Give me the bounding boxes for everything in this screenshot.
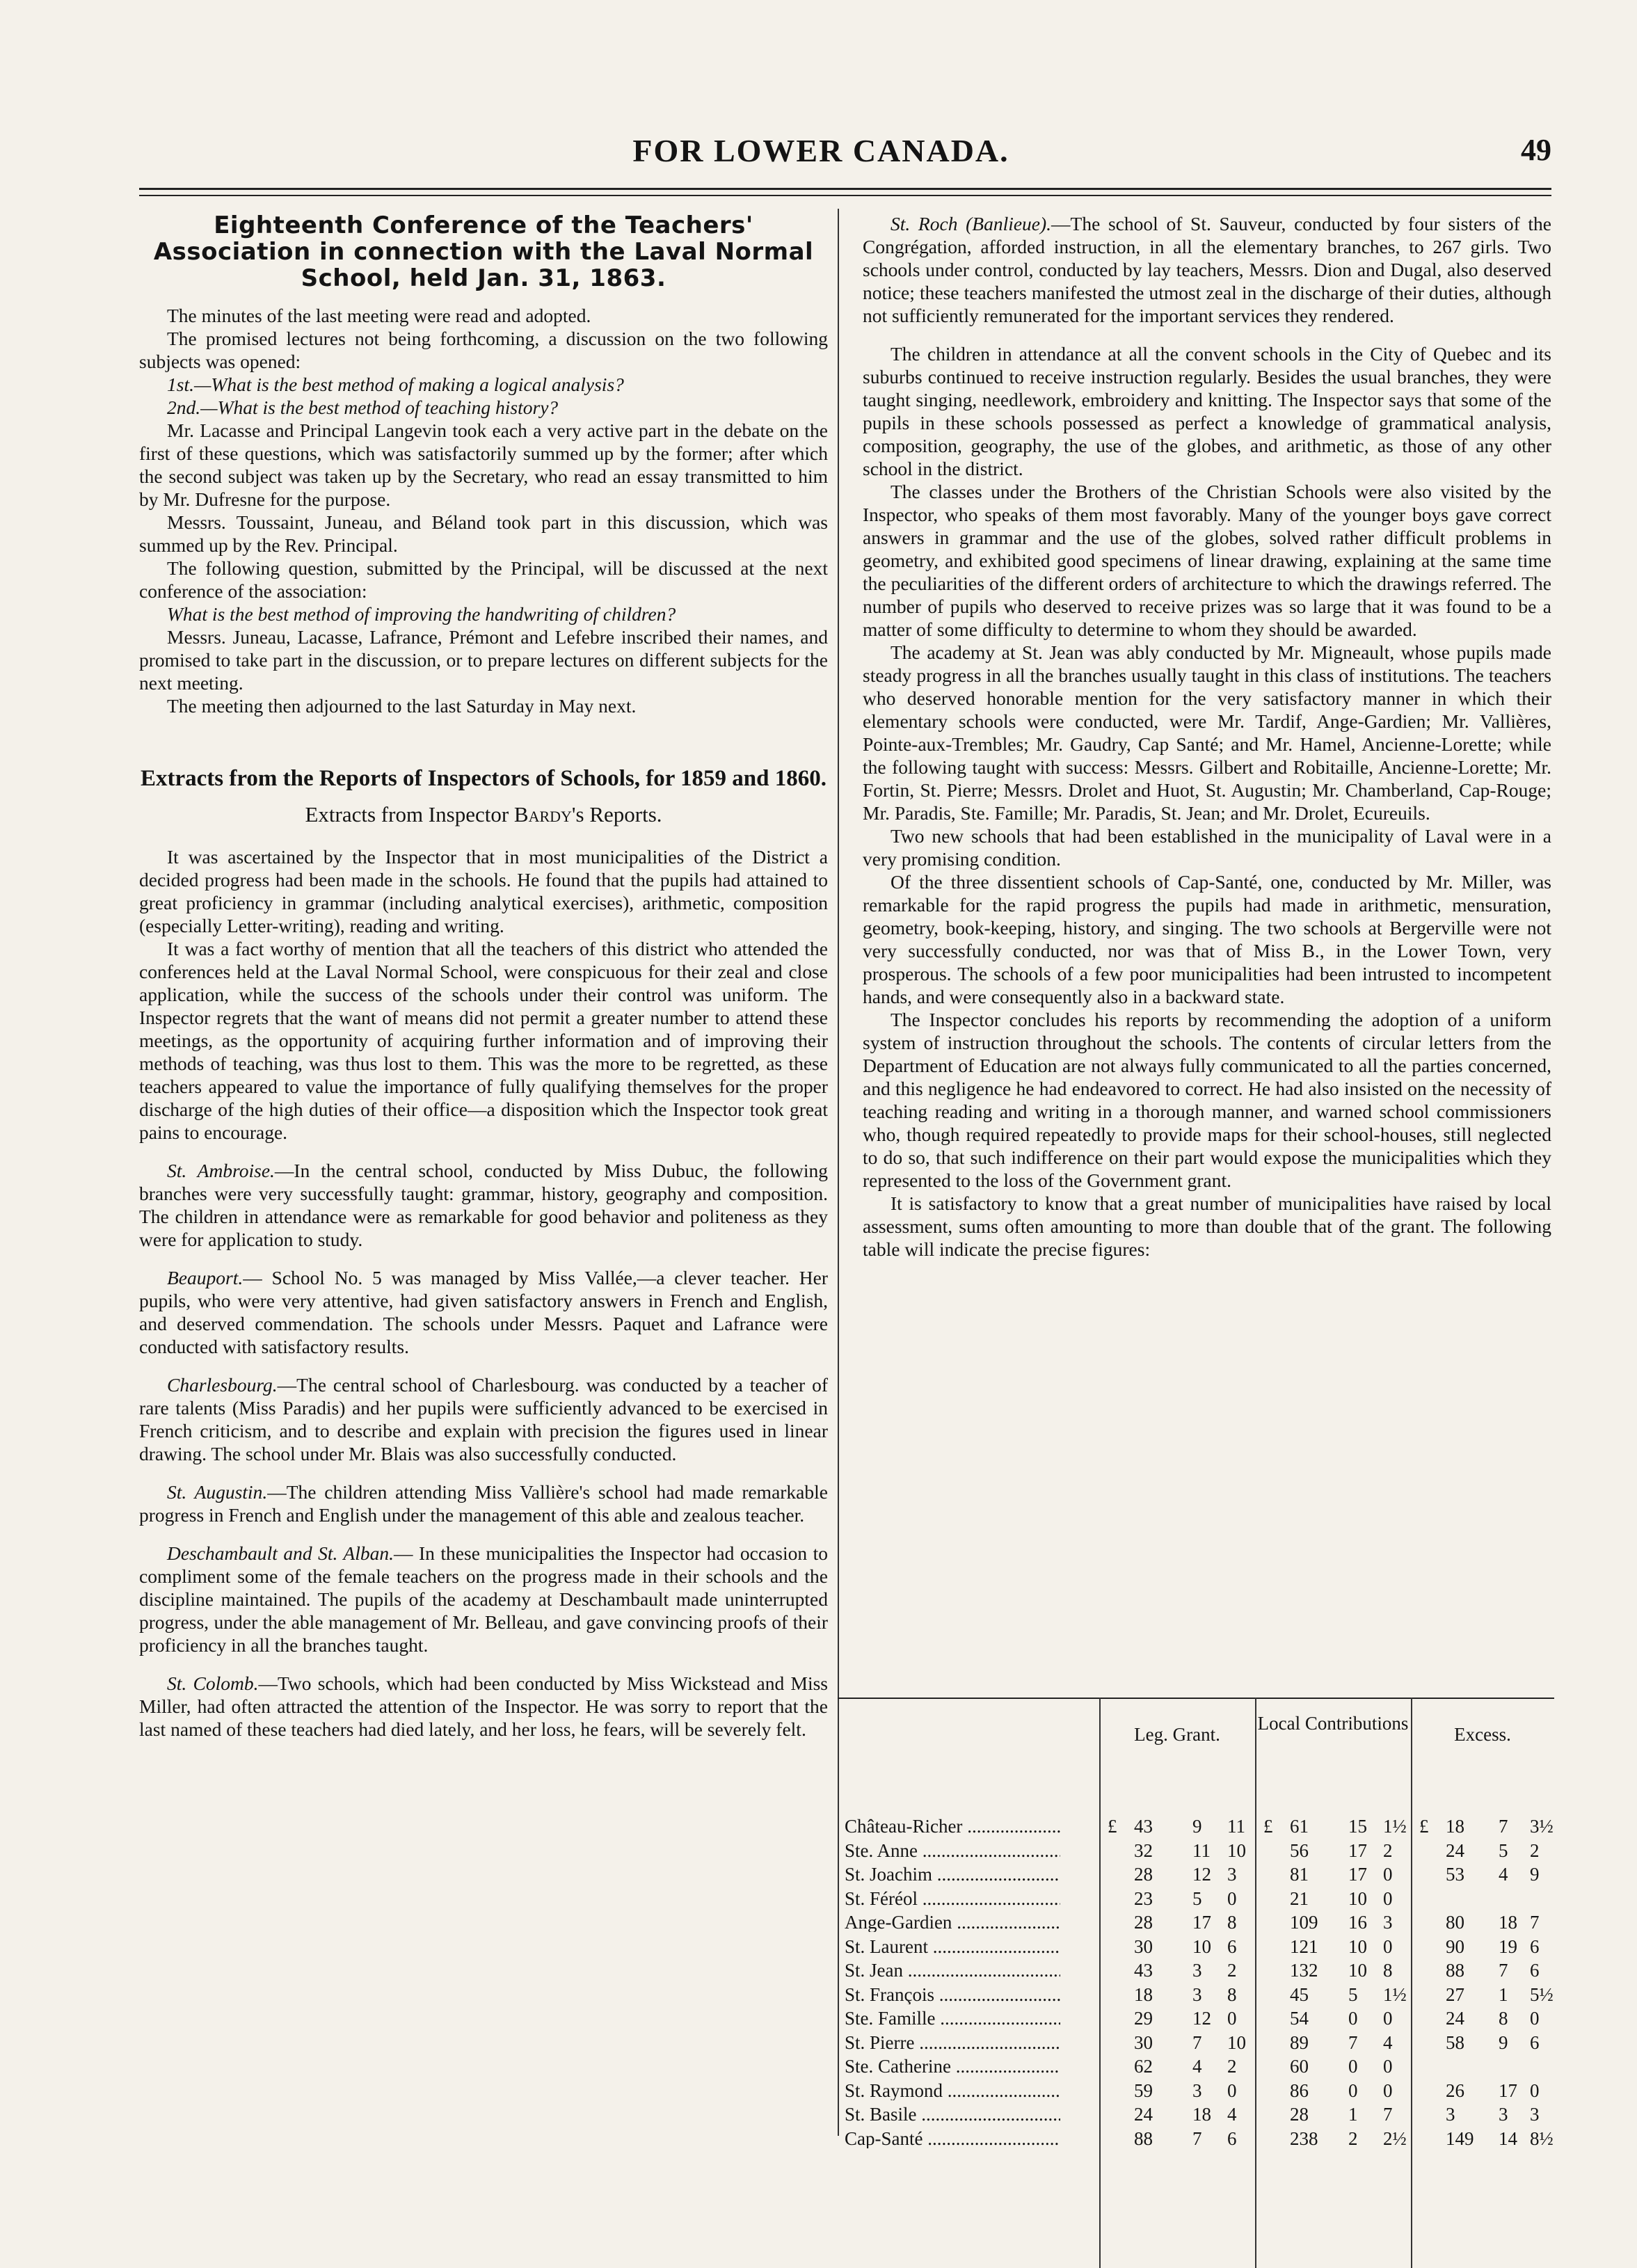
excess-value: 88: [1446, 1960, 1464, 1981]
grant-value: 10: [1227, 2031, 1246, 2053]
conference-question: What is the best method of improving the handwriting of children?: [167, 603, 676, 625]
excess-value: 18: [1446, 1816, 1464, 1837]
excess-value: 3½: [1530, 1816, 1554, 1837]
local-value: 16: [1348, 1912, 1367, 1933]
local-value: 10: [1348, 1887, 1367, 1909]
running-title: FOR LOWER CANADA.: [632, 133, 1009, 168]
table-row: [845, 2079, 1554, 2102]
excess-value: 9: [1499, 2031, 1508, 2053]
place-paragraph: [139, 1542, 828, 1656]
table-column-rule: [1255, 1698, 1256, 2268]
municipality-name: St. Basile .....: [845, 2105, 1060, 2124]
place-text: — School No. 5 was managed by Miss Vallée,—a clever teacher. Her pupils, who were very attentive, had given satisfactory answers in French and English, and deserved commendation. The schools under Messrs. Paquet and Lafrance were conducted with satisfactory results.: [139, 1267, 828, 1358]
excess-value: 1: [1499, 1983, 1508, 2005]
place-text: —Two schools, which had been conducted by Miss Wickstead and Miss Miller, had often attracted the attention of the Inspector. He was sorry to report that the last named of these teachers had died lately, and her loss, he fears, will be severely felt.: [139, 1672, 828, 1741]
grant-value: 62: [1134, 2056, 1153, 2077]
grant-value: 3: [1227, 1864, 1237, 1885]
grant-value: 12: [1192, 2008, 1211, 2029]
excess-value: 149: [1446, 2127, 1474, 2149]
page-number: 49: [1521, 133, 1551, 167]
local-value: 7: [1383, 2104, 1393, 2125]
local-value: 1½: [1383, 1983, 1407, 2005]
place-text: —The children attending Miss Vallière's school had made remarkable progress in French and English under the management of this able and zealous teacher.: [139, 1481, 828, 1526]
grant-value: 6: [1227, 2127, 1237, 2149]
local-value: 121: [1290, 1935, 1318, 1957]
local-value: 2: [1383, 1839, 1393, 1861]
table-column-rule: [1411, 1698, 1412, 2268]
header-leg-grant: [1099, 1698, 1255, 1781]
table-row: [845, 1935, 1554, 1958]
local-value: 0: [1348, 2056, 1358, 2077]
right-column: [863, 212, 1551, 1261]
table-row: [845, 1817, 1554, 1838]
local-value: 45: [1290, 1983, 1309, 2005]
table-row: [845, 1839, 1554, 1862]
local-value: 86: [1290, 2079, 1309, 2101]
local-value: 89: [1290, 2031, 1309, 2053]
local-value: 21: [1290, 1887, 1309, 1909]
local-value: 10: [1348, 1960, 1367, 1981]
grant-value: 10: [1227, 1839, 1246, 1861]
excess-value: 14: [1499, 2127, 1517, 2149]
local-value: 132: [1290, 1960, 1318, 1981]
report-paragraph: The children in attendance at all the convent schools in the City of Quebec and its suburbs continued to receive instruction regularly. Besides the usual branches, they were taught singing, needlework, embroidery and knitting. The Inspector says that some of the pupils in these schools possessed as perfect a knowledge of grammatical analysis, composition, geography, the use of the globes, and arithmetic, as those of any other school in the district.: [863, 343, 1551, 479]
local-value: 0: [1348, 2008, 1358, 2029]
grant-value: 4: [1192, 2056, 1202, 2077]
excess-value: 3: [1446, 2104, 1455, 2125]
municipality-name: St. Pierre .....: [845, 2034, 1060, 2052]
table-row: [845, 1865, 1554, 1886]
grant-value: 10: [1192, 1935, 1211, 1957]
report-paragraph: The classes under the Brothers of the Christian Schools were also visited by the Inspector, who speaks of them most favorably. Many of the younger boys gave correct answers in grammar and the use of the globes, solved rather difficult problems in geometry, and exhibited good specimens of linear drawing, explaining at the same time the peculiarities of the different orders of architecture to which the drawings referred. The number of pupils who deserved to receive prizes was so large that it was found to be a matter of some difficulty to determine to whom they should be awarded.: [863, 481, 1551, 640]
extracts-heading: Extracts from the Reports of Inspectors of Schools, for 1859 and 1860.: [141, 766, 827, 792]
header-label: Leg. Grant.: [1134, 1724, 1220, 1745]
municipality-name: St. Féréol .....: [845, 1890, 1060, 1908]
grant-value: £: [1108, 1816, 1117, 1837]
grant-value: 7: [1192, 2031, 1202, 2053]
excess-value: £: [1419, 1816, 1429, 1837]
local-value: 17: [1348, 1839, 1367, 1861]
subheading-prefix: Extracts from Inspector: [305, 802, 514, 827]
conference-paragraph: The following question, submitted by the Principal, will be discussed at the next conference of the association:: [139, 557, 828, 602]
excess-value: 58: [1446, 2031, 1464, 2053]
grant-value: 3: [1192, 1983, 1202, 2005]
local-value: 109: [1290, 1912, 1318, 1933]
table-row: [845, 1961, 1554, 1982]
grant-value: 0: [1227, 2008, 1237, 2029]
table-row: [845, 1887, 1554, 1910]
header-rule-thick: [139, 188, 1551, 190]
table-row: [845, 1913, 1554, 1934]
local-value: 238: [1290, 2127, 1318, 2149]
local-value: 61: [1290, 1816, 1309, 1837]
local-value: 1½: [1383, 1816, 1407, 1837]
place-name: St. Augustin.: [167, 1481, 268, 1503]
left-column: [139, 212, 828, 1741]
grant-value: 29: [1134, 2008, 1153, 2029]
conference-paragraph: The meeting then adjourned to the last Saturday in May next.: [167, 695, 637, 717]
extracts-paragraph: It was ascertained by the Inspector that in most municipalities of the District a decided progress had been made in the schools. He found that the pupils had attained to great proficiency in grammar (including analytical exercises), arithmetic, composition (especially Letter-writing), reading and writing.: [139, 846, 828, 937]
local-value: 4: [1383, 2031, 1393, 2053]
grant-value: 0: [1227, 1887, 1237, 1909]
grant-value: 2: [1227, 1960, 1237, 1981]
grant-value: 3: [1192, 1960, 1202, 1981]
excess-value: 2: [1530, 1839, 1540, 1861]
local-value: 3: [1383, 1912, 1393, 1933]
table-row: [845, 2105, 1554, 2126]
municipality-name: St. Laurent .....: [845, 1938, 1060, 1956]
place-name: Beauport.: [167, 1267, 243, 1289]
conference-paragraph: The minutes of the last meeting were read and adopted.: [167, 305, 591, 327]
municipality-name: St. François .....: [845, 1986, 1060, 2004]
table-row: [845, 2127, 1554, 2150]
local-value: 0: [1383, 1887, 1393, 1909]
excess-value: 3: [1499, 2104, 1508, 2125]
grant-value: 28: [1134, 1864, 1153, 1885]
conference-paragraph: Mr. Lacasse and Principal Langevin took each a very active part in the debate on the first of these questions, which was satisfactorily summed up by the former; after which the second subject was taken up by the Secretary, who read an essay transmitted to him by Mr. Dufresne for the purpose.: [139, 420, 828, 511]
excess-value: 0: [1530, 2079, 1540, 2101]
excess-value: 6: [1530, 1935, 1540, 1957]
grant-value: 30: [1134, 2031, 1153, 2053]
header-label: Excess.: [1454, 1724, 1511, 1745]
municipality-name: Cap-Santé .....: [845, 2130, 1060, 2148]
place-paragraph: [139, 1266, 828, 1358]
local-value: 81: [1290, 1864, 1309, 1885]
place-text: —The school of St. Sauveur, conducted by four sisters of the Congrégation, afforded instruction, in all the elementary branches, to 267 girls. Two schools under control, conducted by lay teachers, Messrs. Dion and Dugal, also deserved notice; these teachers manifested the utmost zeal in the discharge of their duties, although not sufficiently remunerated for the important services they rendered.: [863, 213, 1551, 326]
report-paragraph: It is satisfactory to know that a great number of municipalities have raised by local assessment, sums often amounting to more than double that of the grant. The following table will indicate the precise figures:: [863, 1192, 1551, 1260]
local-value: 10: [1348, 1935, 1367, 1957]
local-value: 1: [1348, 2104, 1358, 2125]
excess-value: 7: [1499, 1960, 1508, 1981]
place-text: —The central school of Charlesbourg. was conducted by a teacher of rare talents (Miss Paradis) and her pupils were sufficiently advanced to be exercised in French criticism, and to describe and explain with precision the figures used in linear drawing. The school under Mr. Blais was also successfully conducted.: [139, 1374, 828, 1465]
local-value: 0: [1383, 2056, 1393, 2077]
municipality-name: Ange-Gardien .....: [845, 1913, 1060, 1932]
excess-value: 0: [1530, 2008, 1540, 2029]
excess-value: 24: [1446, 2008, 1464, 2029]
municipality-name: Ste. Famille .....: [845, 2009, 1060, 2028]
grant-value: 28: [1134, 1912, 1153, 1933]
local-value: 60: [1290, 2056, 1309, 2077]
extracts-subheading: [139, 801, 828, 827]
table-row: [845, 1983, 1554, 2006]
excess-value: 5½: [1530, 1983, 1554, 2005]
excess-value: 8: [1499, 2008, 1508, 2029]
place-name: St. Roch (Banlieue).: [891, 213, 1052, 234]
excess-value: 7: [1530, 1912, 1540, 1933]
local-value: 0: [1383, 2008, 1393, 2029]
local-value: 0: [1383, 2079, 1393, 2101]
excess-value: 6: [1530, 1960, 1540, 1981]
grant-value: 88: [1134, 2127, 1153, 2149]
excess-value: 90: [1446, 1935, 1464, 1957]
excess-value: 3: [1530, 2104, 1540, 2125]
place-name: Charlesbourg.: [167, 1374, 278, 1396]
grant-value: 18: [1134, 1983, 1153, 2005]
grant-value: 5: [1192, 1887, 1202, 1909]
excess-value: 19: [1499, 1935, 1517, 1957]
excess-value: 4: [1499, 1864, 1508, 1885]
local-value: 8: [1383, 1960, 1393, 1981]
local-value: £: [1263, 1816, 1273, 1837]
conference-question: 2nd.—What is the best method of teaching history?: [167, 397, 559, 419]
grant-value: 9: [1192, 1816, 1202, 1837]
grant-value: 4: [1227, 2104, 1237, 2125]
grant-value: 24: [1134, 2104, 1153, 2125]
header-excess: [1411, 1698, 1554, 1781]
grant-value: 43: [1134, 1816, 1153, 1837]
report-paragraph: The Inspector concludes his reports by recommending the adoption of a uniform system of instruction throughout the schools. The contents of circular letters from the Department of Education are not always fully communicated to all the parties concerned, and this negligence he had endeavored to correct. He had also insisted on the necessity of teaching reading and writing in a thorough manner, and warned school commissioners who, though required repeatedly to provide maps for their school-houses, still neglected to do so, that such indifference on their part would expose the municipalities which they represented to the loss of the Government grant.: [863, 1009, 1551, 1191]
excess-value: 27: [1446, 1983, 1464, 2005]
grant-value: 0: [1227, 2079, 1237, 2101]
grant-value: 43: [1134, 1960, 1153, 1981]
conference-paragraph: Messrs. Toussaint, Juneau, and Béland took part in this discussion, which was summed up by the Rev. Principal.: [139, 511, 828, 557]
place-name: St. Ambroise.: [167, 1160, 275, 1182]
conference-question: 1st.—What is the best method of making a logical analysis?: [167, 374, 624, 396]
grant-value: 12: [1192, 1864, 1211, 1885]
grant-value: 7: [1192, 2127, 1202, 2149]
grant-value: 8: [1227, 1983, 1237, 2005]
municipality-name: Ste. Anne .....: [845, 1842, 1060, 1860]
local-value: 28: [1290, 2104, 1309, 2125]
grant-value: 18: [1192, 2104, 1211, 2125]
column-divider: [838, 209, 839, 2136]
grant-value: 8: [1227, 1912, 1237, 1933]
table-row: [845, 2057, 1554, 2078]
grant-value: 30: [1134, 1935, 1153, 1957]
place-paragraph: [863, 212, 1551, 327]
place-text: — In these municipalities the Inspector had occasion to compliment some of the female teachers on the progress made in their schools and the discipline maintained. The pupils of the academy at Deschambault made uninterrupted progress, under the able management of Mr. Belleau, and gave convincing proofs of their proficiency in all the branches taught.: [139, 1542, 828, 1656]
place-name: Deschambault and St. Alban.: [167, 1542, 394, 1565]
grant-value: 11: [1227, 1816, 1245, 1837]
place-paragraph: [139, 1159, 828, 1251]
municipality-name: Ste. Catherine .....: [845, 2057, 1060, 2076]
local-value: 56: [1290, 1839, 1309, 1861]
page-header: [90, 132, 1551, 174]
municipality-name: Château-Richer .....: [845, 1817, 1060, 1836]
grant-value: 32: [1134, 1839, 1153, 1861]
local-value: 5: [1348, 1983, 1358, 2005]
excess-value: 24: [1446, 1839, 1464, 1861]
local-value: 0: [1383, 1864, 1393, 1885]
local-value: 15: [1348, 1816, 1367, 1837]
grant-value: 59: [1134, 2079, 1153, 2101]
local-value: 2½: [1383, 2127, 1407, 2149]
local-value: 0: [1383, 1935, 1393, 1957]
local-value: 7: [1348, 2031, 1358, 2053]
report-paragraph: Two new schools that had been established in the municipality of Laval were in a very promising condition.: [863, 825, 1551, 870]
place-name: St. Colomb.: [167, 1672, 259, 1695]
report-paragraph: Of the three dissentient schools of Cap-Santé, one, conducted by Mr. Miller, was remarkable for the rapid progress the pupils had made in arithmetic, mensuration, geometry, book-keeping, history, and singing. The two schools at Bergerville were not very successfully conducted, nor was that of Miss B., in the Lower Town, very prosperous. The schools of a few poor municipalities had been intrusted to incompetent hands, and were consequently also in a backward state.: [863, 871, 1551, 1007]
header-rule-thin: [139, 195, 1551, 196]
report-paragraph: The academy at St. Jean was ably conducted by Mr. Migneault, whose pupils made steady progress in all the branches usually taught in this class of institutions. The teachers who deserved honorable mention for the very satisfactory manner in which their elementary schools were conducted, were Mr. Tardif, Ange-Gardien; Mr. Vallières, Pointe-aux-Trembles; Mr. Gaudry, Cap Santé; and Mr. Hamel, Ancienne-Lorette; while the following taught with success: Messrs. Gilbert and Robitaille, Ancienne-Lorette; Mr. Fortin, St. Pierre; Messrs. Drolet and Huot, St. Augustin; Mr. Chamberland, Cap-Rouge; Mr. Paradis, Ste. Famille; Mr. Paradis, St. Jean; and Mr. Drolet, Ecureuils.: [863, 641, 1551, 824]
local-value: 54: [1290, 2008, 1309, 2029]
excess-value: 7: [1499, 1816, 1508, 1837]
local-value: 17: [1348, 1864, 1367, 1885]
table-column-rule: [1099, 1698, 1101, 2268]
table-row: [845, 2031, 1554, 2054]
municipality-name: St. Joachim .....: [845, 1865, 1060, 1884]
conference-paragraph: The promised lectures not being forthcoming, a discussion on the two following subjects was opened:: [139, 328, 828, 373]
grant-value: 11: [1192, 1839, 1211, 1861]
excess-value: 80: [1446, 1912, 1464, 1933]
excess-value: 53: [1446, 1864, 1464, 1885]
grant-value: 17: [1192, 1912, 1211, 1933]
excess-value: 6: [1530, 2031, 1540, 2053]
grant-value: 2: [1227, 2056, 1237, 2077]
grant-value: 3: [1192, 2079, 1202, 2101]
table-row: [845, 2009, 1554, 2030]
conference-heading: Eighteenth Conference of the Teachers' Association in connection with the Laval Normal School, held Jan. 31, 1863.: [153, 211, 814, 293]
local-value: 0: [1348, 2079, 1358, 2101]
place-paragraph: [139, 1373, 828, 1465]
excess-value: 26: [1446, 2079, 1464, 2101]
excess-value: 5: [1499, 1839, 1508, 1861]
local-value: 2: [1348, 2127, 1358, 2149]
header-label: Local Contributions: [1257, 1713, 1409, 1734]
grant-value: 23: [1134, 1887, 1153, 1909]
excess-value: 8½: [1530, 2127, 1554, 2149]
municipality-name: St. Jean .....: [845, 1961, 1060, 1980]
inspector-name: Bardy: [513, 802, 572, 827]
excess-value: 9: [1530, 1864, 1540, 1885]
extracts-paragraph: It was a fact worthy of mention that all the teachers of this district who attended the conferences held at the Laval Normal School, were conspicuous for their zeal and close application, while the success of the schools under their control was uniform. The Inspector regrets that the want of means did not permit a greater number to attend these meetings, as the opportunity of acquiring further information and of improving their methods of teaching, was thus lost to them. This was the more to be regretted, as these teachers appeared to value the importance of fully qualifying themselves for the proper discharge of the high duties of their office—a disposition which the Inspector took great pains to encourage.: [139, 938, 828, 1144]
conference-paragraph: Messrs. Juneau, Lacasse, Lafrance, Prémont and Lefebre inscribed their names, and promised to take part in the discussion, or to prepare lectures on different subjects for the next meeting.: [139, 626, 828, 694]
excess-value: 18: [1499, 1912, 1517, 1933]
place-paragraph: [139, 1480, 828, 1526]
place-paragraph: [139, 1672, 828, 1741]
header-local-contributions: [1255, 1698, 1411, 1781]
excess-value: 17: [1499, 2079, 1517, 2101]
municipality-name: St. Raymond .....: [845, 2082, 1060, 2100]
grant-value: 6: [1227, 1935, 1237, 1957]
subheading-suffix: 's Reports.: [571, 802, 662, 827]
place-text: —In the central school, conducted by Miss Dubuc, the following branches were very successfully taught: grammar, history, geography and composition. The children in attendance were as remarkable for good behavior and politeness as they were for application to study.: [139, 1160, 828, 1251]
